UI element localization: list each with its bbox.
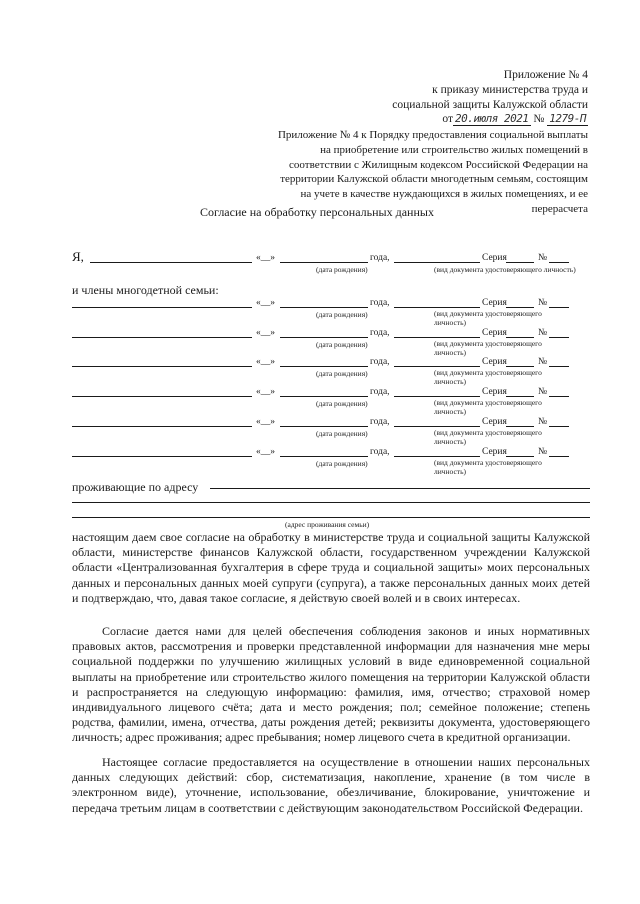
applicant-row: Я, «__» года, Серия № (дата рождения) (вид документа удостоверяющего личность) [72, 249, 576, 274]
member-dob-field[interactable] [280, 298, 368, 308]
member-series-field[interactable] [506, 357, 534, 367]
member-dob-field[interactable] [280, 417, 368, 427]
procedure-header: Приложение № 4 к Порядку предоставления социальной выплаты на приобретение или строительство жилых помещений в соответствии с Жилищным кодексом Российской Федерации на территории Калужской области многодетным семьям, состоящим на учете в качестве нуждающихся в жилых помещениях, и ее перерасчета [277, 129, 588, 215]
member-series-field[interactable] [506, 417, 534, 427]
address-field-1[interactable] [210, 488, 590, 489]
member-name-field[interactable] [72, 387, 252, 397]
member-doc-field[interactable] [394, 417, 480, 427]
address-field-3[interactable] [72, 517, 590, 518]
member-doc-field[interactable] [394, 298, 480, 308]
member-series-field[interactable] [506, 298, 534, 308]
member-number-field[interactable] [549, 387, 569, 397]
member-name-field[interactable] [72, 298, 252, 308]
handwritten-number: 1279-П [549, 112, 586, 125]
consent-paragraph-2: Согласие дается нами для целей обеспечения соблюдения законов и иных нормативных правовых актов, рассмотрения и проверки представленной информации для назначения мне меры социальной поддержки по улучшению жилищных условий в виде единовременной социальной выплаты на приобретение или строительство жилого помещения на территории Калужской области и распространяется на следующую информацию: фамилия, имя, отчество; страховой номер индивидуального лицевого счёта; дата и место рождения; пол; семейное положение; степень родства, фамилии, имена, отчества, даты рождения детей; реквизиты документа, удостоверяющего личность; адрес проживания; адрес пребывания; номер лицевого счета в кредитной организации. [72, 624, 590, 745]
applicant-name-field[interactable] [90, 253, 252, 263]
member-doc-field[interactable] [394, 447, 480, 457]
member-doc-field[interactable] [394, 387, 480, 397]
address-hint: (адрес проживания семьи) [285, 520, 370, 529]
address-field-2[interactable] [72, 502, 590, 503]
applicant-dob-field[interactable] [280, 253, 368, 263]
family-member-row: «__» года, Серия № (дата рождения) (вид документа удостоверяющего личность) [72, 357, 592, 387]
member-doc-field[interactable] [394, 328, 480, 338]
family-member-row: «__» года, Серия № (дата рождения) (вид документа удостоверяющего личность) [72, 387, 592, 417]
member-name-field[interactable] [72, 357, 252, 367]
member-series-field[interactable] [506, 328, 534, 338]
applicant-series-field[interactable] [506, 253, 534, 263]
family-member-row: «__» года, Серия № (дата рождения) (вид документа удостоверяющего личность) [72, 417, 592, 447]
order-date-number: от 20.июля 2021 № 1279-П [442, 112, 586, 125]
family-member-row: «__» года, Серия № (дата рождения) (вид документа удостоверяющего личность) [72, 447, 592, 477]
member-dob-field[interactable] [280, 328, 368, 338]
member-dob-field[interactable] [280, 357, 368, 367]
member-name-field[interactable] [72, 328, 252, 338]
member-name-field[interactable] [72, 447, 252, 457]
member-name-field[interactable] [72, 417, 252, 427]
applicant-doc-field[interactable] [394, 253, 480, 263]
applicant-number-field[interactable] [549, 253, 569, 263]
document-title: Согласие на обработку персональных данных [200, 205, 434, 219]
member-number-field[interactable] [549, 357, 569, 367]
appendix-header [392, 68, 588, 113]
member-dob-field[interactable] [280, 447, 368, 457]
member-dob-field[interactable] [280, 387, 368, 397]
family-member-row: «__» года, Серия № (дата рождения) (вид документа удостоверяющего личность) [72, 298, 592, 328]
member-number-field[interactable] [549, 328, 569, 338]
member-doc-field[interactable] [394, 357, 480, 367]
member-series-field[interactable] [506, 447, 534, 457]
member-number-field[interactable] [549, 298, 569, 308]
family-member-row: «__» года, Серия № (дата рождения) (вид документа удостоверяющего личность) [72, 328, 592, 358]
appendix-ministry: социальной защиты Калужской области [392, 99, 588, 111]
address-label: проживающие по адресу [72, 480, 199, 494]
consent-paragraph-1: настоящим даем свое согласие на обработку в министерстве труда и социальной защиты Калужской области, министерстве финансов Калужской области, государственном учреждении Калужской области «Централизованная бухгалтерия в сфере труда и социальной защиты» моих персональных данных и персональных данных моей супруги (супруга), а также персональных данных моих детей и подтверждаю, что, давая такое согласие, я действую своей волей и в своих интересах. [72, 530, 590, 605]
member-number-field[interactable] [549, 447, 569, 457]
appendix-order-ref: к приказу министерства труда и [432, 84, 588, 96]
handwritten-date: 20.июля 2021 [455, 112, 529, 125]
member-number-field[interactable] [549, 417, 569, 427]
consent-paragraph-3: Настоящее согласие предоставляется на осуществление в отношении наших персональных данных следующих действий: сбор, систематизация, накопление, хранение (в том числе в электронном виде), уточнение, использование, обезличивание, блокирование, уничтожение и передача третьим лицам в соответствии с действующим законодательством Российской Федерации. [72, 755, 590, 815]
member-series-field[interactable] [506, 387, 534, 397]
family-members-label: и члены многодетной семьи: [72, 283, 219, 297]
appendix-title: Приложение № 4 [503, 69, 588, 81]
